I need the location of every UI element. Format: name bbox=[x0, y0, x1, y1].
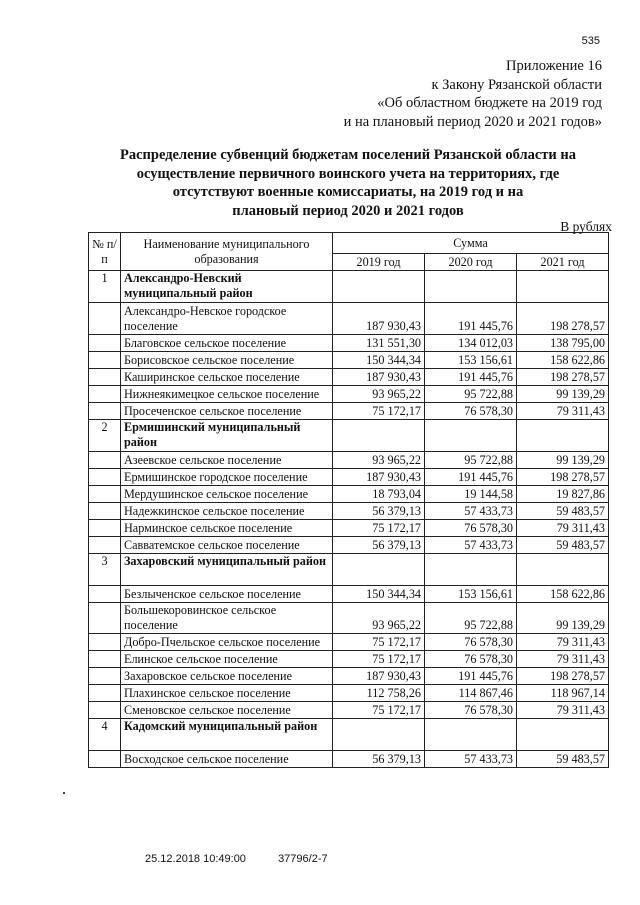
row-number bbox=[89, 486, 121, 503]
amount-2020: 191 445,76 bbox=[425, 668, 517, 685]
table-row bbox=[89, 452, 609, 469]
settlement-name: Александро-Невское городское поселение bbox=[121, 303, 333, 335]
amount-2021: 198 278,57 bbox=[517, 303, 609, 335]
table-body bbox=[89, 271, 609, 768]
amount-2020: 57 433,73 bbox=[425, 537, 517, 554]
settlement-name: Сменовское сельское поселение bbox=[121, 702, 333, 719]
settlement-name: Просеченское сельское поселение bbox=[121, 403, 333, 420]
footer bbox=[145, 853, 328, 865]
table-row bbox=[89, 352, 609, 369]
header-num: № п/п bbox=[89, 233, 121, 271]
settlement-name: Нижнеякимецкое сельское поселение bbox=[121, 386, 333, 403]
footer-timestamp: 25.12.2018 10:49:00 bbox=[145, 853, 246, 865]
amount-2020: 191 445,76 bbox=[425, 469, 517, 486]
amount-2019: 75 172,17 bbox=[333, 403, 425, 420]
settlement-name: Плахинское сельское поселение bbox=[121, 685, 333, 702]
amount-2019: 187 930,43 bbox=[333, 668, 425, 685]
amount-2020: 19 144,58 bbox=[425, 486, 517, 503]
row-number: 1 bbox=[89, 271, 121, 303]
title-line: Распределение субвенций бюджетам поселений Рязанской области на bbox=[120, 147, 576, 163]
row-number bbox=[89, 751, 121, 768]
row-number: 2 bbox=[89, 420, 121, 452]
table-row bbox=[89, 486, 609, 503]
header-name: Наименование муниципального образования bbox=[121, 233, 333, 271]
amount-2020: 95 722,88 bbox=[425, 452, 517, 469]
settlement-name: Нарминское сельское поселение bbox=[121, 520, 333, 537]
row-number bbox=[89, 352, 121, 369]
amount-2020: 95 722,88 bbox=[425, 603, 517, 634]
row-number bbox=[89, 369, 121, 386]
amount-2021: 198 278,57 bbox=[517, 369, 609, 386]
district-name: Захаровский муниципальный район bbox=[121, 554, 333, 586]
amount-2020: 76 578,30 bbox=[425, 634, 517, 651]
settlement-name: Восходское сельское поселение bbox=[121, 751, 333, 768]
row-number bbox=[89, 503, 121, 520]
row-number bbox=[89, 668, 121, 685]
row-number bbox=[89, 386, 121, 403]
settlement-name: Азеевское сельское поселение bbox=[121, 452, 333, 469]
amount-2020 bbox=[425, 719, 517, 751]
appendix-line: к Закону Рязанской области bbox=[431, 76, 602, 93]
amount-2021 bbox=[517, 271, 609, 303]
amount-2019: 93 965,22 bbox=[333, 386, 425, 403]
settlement-name: Ермишинское городское поселение bbox=[121, 469, 333, 486]
document-title bbox=[100, 146, 596, 220]
table-row bbox=[89, 603, 609, 634]
amount-2021: 118 967,14 bbox=[517, 685, 609, 702]
amount-2019: 56 379,13 bbox=[333, 537, 425, 554]
amount-2019: 56 379,13 bbox=[333, 751, 425, 768]
amount-2021: 79 311,43 bbox=[517, 702, 609, 719]
district-row bbox=[89, 554, 609, 586]
amount-2019: 150 344,34 bbox=[333, 352, 425, 369]
amount-2021: 19 827,86 bbox=[517, 486, 609, 503]
settlement-name: Борисовское сельское поселение bbox=[121, 352, 333, 369]
row-number bbox=[89, 303, 121, 335]
amount-2019: 112 758,26 bbox=[333, 685, 425, 702]
table-row bbox=[89, 651, 609, 668]
table-row bbox=[89, 668, 609, 685]
amount-2021: 79 311,43 bbox=[517, 520, 609, 537]
amount-2020: 95 722,88 bbox=[425, 386, 517, 403]
table-row bbox=[89, 586, 609, 603]
amount-2021 bbox=[517, 554, 609, 586]
district-row bbox=[89, 420, 609, 452]
district-name: Александро-Невский муниципальный район bbox=[121, 271, 333, 303]
district-name: Кадомский муниципальный район bbox=[121, 719, 333, 751]
amount-2019 bbox=[333, 420, 425, 452]
amount-2020: 114 867,46 bbox=[425, 685, 517, 702]
table-row bbox=[89, 469, 609, 486]
title-line: осуществление первичного воинского учета на территориях, где bbox=[136, 165, 560, 182]
table-row bbox=[89, 369, 609, 386]
table-row bbox=[89, 702, 609, 719]
amount-2021 bbox=[517, 719, 609, 751]
amount-2020: 76 578,30 bbox=[425, 702, 517, 719]
amount-2019: 75 172,17 bbox=[333, 520, 425, 537]
row-number bbox=[89, 702, 121, 719]
district-name: Ермишинский муниципальный район bbox=[121, 420, 333, 452]
table-row bbox=[89, 303, 609, 335]
amount-2021: 99 139,29 bbox=[517, 603, 609, 634]
settlement-name: Савватемское сельское поселение bbox=[121, 537, 333, 554]
settlement-name: Елинское сельское поселение bbox=[121, 651, 333, 668]
amount-2021: 198 278,57 bbox=[517, 668, 609, 685]
amount-2020: 134 012,03 bbox=[425, 335, 517, 352]
amount-2019: 93 965,22 bbox=[333, 452, 425, 469]
table-row bbox=[89, 520, 609, 537]
table-row bbox=[89, 685, 609, 702]
amount-2021: 79 311,43 bbox=[517, 634, 609, 651]
row-number bbox=[89, 403, 121, 420]
table-row bbox=[89, 503, 609, 520]
amount-2019: 75 172,17 bbox=[333, 702, 425, 719]
row-number: 4 bbox=[89, 719, 121, 751]
amount-2021: 59 483,57 bbox=[517, 503, 609, 520]
amount-2020: 76 578,30 bbox=[425, 520, 517, 537]
amount-2021: 158 622,86 bbox=[517, 586, 609, 603]
amount-2019: 187 930,43 bbox=[333, 303, 425, 335]
page-number: 535 bbox=[581, 35, 600, 47]
title-line: плановый период 2020 и 2021 годов bbox=[232, 202, 464, 219]
scan-speck bbox=[63, 792, 65, 794]
table-row bbox=[89, 537, 609, 554]
subsidy-table bbox=[88, 232, 609, 768]
table-row bbox=[89, 634, 609, 651]
row-number: 3 bbox=[89, 554, 121, 586]
amount-2019 bbox=[333, 554, 425, 586]
amount-2021: 158 622,86 bbox=[517, 352, 609, 369]
amount-2021: 99 139,29 bbox=[517, 452, 609, 469]
row-number bbox=[89, 537, 121, 554]
amount-2020 bbox=[425, 271, 517, 303]
amount-2019 bbox=[333, 271, 425, 303]
amount-2019: 187 930,43 bbox=[333, 369, 425, 386]
row-number bbox=[89, 452, 121, 469]
amount-2021: 59 483,57 bbox=[517, 751, 609, 768]
header-sum: Сумма bbox=[333, 233, 609, 254]
header-2019: 2019 год bbox=[333, 254, 425, 271]
row-number bbox=[89, 335, 121, 352]
footer-doc-id: 37796/2-7 bbox=[278, 853, 328, 865]
table-row bbox=[89, 386, 609, 403]
amount-2020: 57 433,73 bbox=[425, 751, 517, 768]
row-number bbox=[89, 469, 121, 486]
amount-2019: 75 172,17 bbox=[333, 651, 425, 668]
settlement-name: Мердушинское сельское поселение bbox=[121, 486, 333, 503]
settlement-name: Захаровское сельское поселение bbox=[121, 668, 333, 685]
amount-2019 bbox=[333, 719, 425, 751]
row-number bbox=[89, 603, 121, 634]
district-row bbox=[89, 719, 609, 751]
amount-2020: 153 156,61 bbox=[425, 352, 517, 369]
settlement-name: Безлыченское сельское поселение bbox=[121, 586, 333, 603]
row-number bbox=[89, 520, 121, 537]
amount-2021: 99 139,29 bbox=[517, 386, 609, 403]
amount-2020: 57 433,73 bbox=[425, 503, 517, 520]
amount-2020 bbox=[425, 554, 517, 586]
appendix-line: и на плановый период 2020 и 2021 годов» bbox=[343, 113, 602, 130]
amount-2020: 191 445,76 bbox=[425, 369, 517, 386]
amount-2020: 76 578,30 bbox=[425, 651, 517, 668]
settlement-name: Благовское сельское поселение bbox=[121, 335, 333, 352]
amount-2021: 79 311,43 bbox=[517, 403, 609, 420]
units-label: В рублях bbox=[560, 219, 612, 234]
title-line: отсутствуют военные комиссариаты, на 2019 год и на bbox=[172, 184, 524, 200]
settlement-name: Большекоровинское сельское поселение bbox=[121, 603, 333, 634]
amount-2019: 150 344,34 bbox=[333, 586, 425, 603]
table-row bbox=[89, 335, 609, 352]
amount-2020 bbox=[425, 420, 517, 452]
row-number bbox=[89, 685, 121, 702]
table-row bbox=[89, 403, 609, 420]
amount-2021 bbox=[517, 420, 609, 452]
table-row bbox=[89, 751, 609, 768]
amount-2019: 75 172,17 bbox=[333, 634, 425, 651]
amount-2021: 198 278,57 bbox=[517, 469, 609, 486]
row-number bbox=[89, 634, 121, 651]
amount-2021: 138 795,00 bbox=[517, 335, 609, 352]
header-2021: 2021 год bbox=[517, 254, 609, 271]
appendix-line: «Об областном бюджете на 2019 год bbox=[377, 95, 602, 111]
amount-2021: 59 483,57 bbox=[517, 537, 609, 554]
settlement-name: Добро-Пчельское сельское поселение bbox=[121, 634, 333, 651]
amount-2019: 131 551,30 bbox=[333, 335, 425, 352]
amount-2020: 191 445,76 bbox=[425, 303, 517, 335]
amount-2021: 79 311,43 bbox=[517, 651, 609, 668]
amount-2020: 153 156,61 bbox=[425, 586, 517, 603]
appendix-line: Приложение 16 bbox=[506, 58, 602, 74]
district-row bbox=[89, 271, 609, 303]
amount-2019: 18 793,04 bbox=[333, 486, 425, 503]
amount-2020: 76 578,30 bbox=[425, 403, 517, 420]
amount-2019: 93 965,22 bbox=[333, 603, 425, 634]
settlement-name: Надежкинское сельское поселение bbox=[121, 503, 333, 520]
row-number bbox=[89, 586, 121, 603]
header-2020: 2020 год bbox=[425, 254, 517, 271]
amount-2019: 56 379,13 bbox=[333, 503, 425, 520]
appendix-header bbox=[344, 57, 602, 131]
row-number bbox=[89, 651, 121, 668]
amount-2019: 187 930,43 bbox=[333, 469, 425, 486]
settlement-name: Каширинское сельское поселение bbox=[121, 369, 333, 386]
